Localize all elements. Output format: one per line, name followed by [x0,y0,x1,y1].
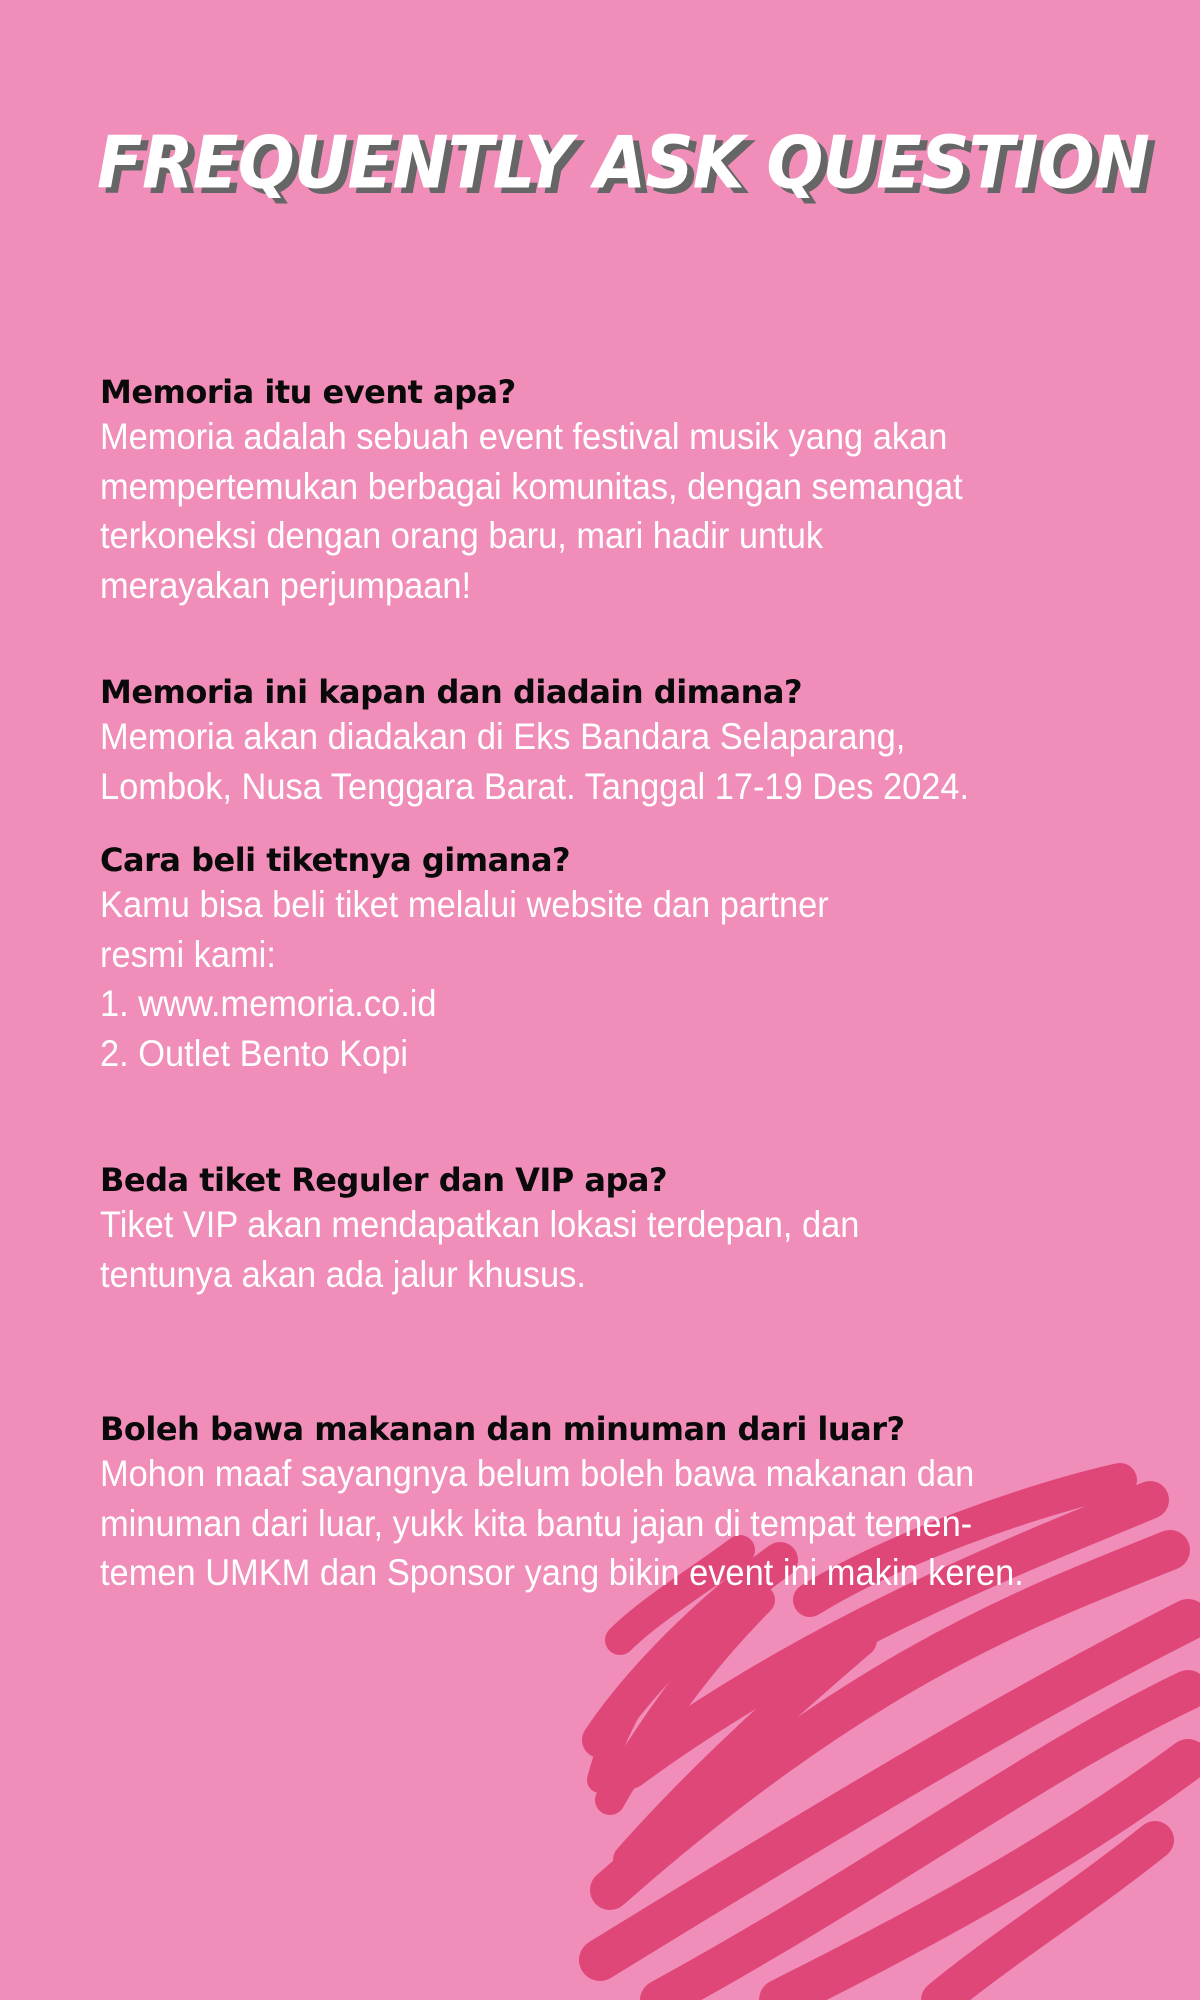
faq-answer-line: tentunya akan ada jalur khusus. [100,1253,586,1295]
faq-answer-line: 2. Outlet Bento Kopi [100,1032,408,1074]
page-title: FREQUENTLY ASK QUESTION [97,122,1150,205]
faq-answer-line: Lombok, Nusa Tenggara Barat. Tanggal 17-19 Des 2024. [100,765,970,807]
faq-question: Beda tiket Reguler dan VIP apa? [100,1161,668,1199]
faq-answer-line: Mohon maaf sayangnya belum boleh bawa makanan dan [100,1453,975,1494]
faq-answer-line: minuman dari luar, yukk kita bantu jajan di tempat temen- [100,1502,973,1544]
faq-question: Memoria itu event apa? [100,373,516,411]
faq-answer-line: Kamu bisa beli tiket melalui website dan partner [100,884,829,925]
faq-answer-line: terkoneksi dengan orang baru, mari hadir untuk [100,515,824,556]
faq-item [100,372,1160,610]
faq-answer-line: temen UMKM dan Sponsor yang bikin event ini makin keren. [100,1552,1024,1593]
faq-answer-line: Memoria adalah sebuah event festival musik yang akan [100,416,948,457]
faq-answer-line: mempertemukan berbagai komunitas, dengan semangat [100,465,963,507]
faq-item [100,1409,1160,1598]
faq-item [100,840,1160,1078]
faq-question: Cara beli tiketnya gimana? [100,841,571,879]
faq-answer-link-website: 1. www.memoria.co.id [100,983,437,1024]
faq-answer-line: Memoria akan diadakan di Eks Bandara Selaparang, [100,716,906,757]
faq-item [100,672,1160,811]
faq-answer [100,880,1086,1078]
faq-answer [100,1200,1086,1299]
faq-answer-line: Tiket VIP akan mendapatkan lokasi terdepan, dan [100,1204,860,1245]
faq-answer [100,1449,1086,1598]
page-title-container [97,122,1150,212]
faq-answer-line: merayakan perjumpaan! [100,564,472,606]
faq-answer [100,412,1086,610]
faq-answer [100,712,1086,811]
faq-answer-line: resmi kami: [100,933,276,975]
faq-question: Memoria ini kapan dan diadain dimana? [100,673,803,711]
faq-question: Boleh bawa makanan dan minuman dari luar? [100,1410,905,1448]
faq-item [100,1160,1160,1299]
